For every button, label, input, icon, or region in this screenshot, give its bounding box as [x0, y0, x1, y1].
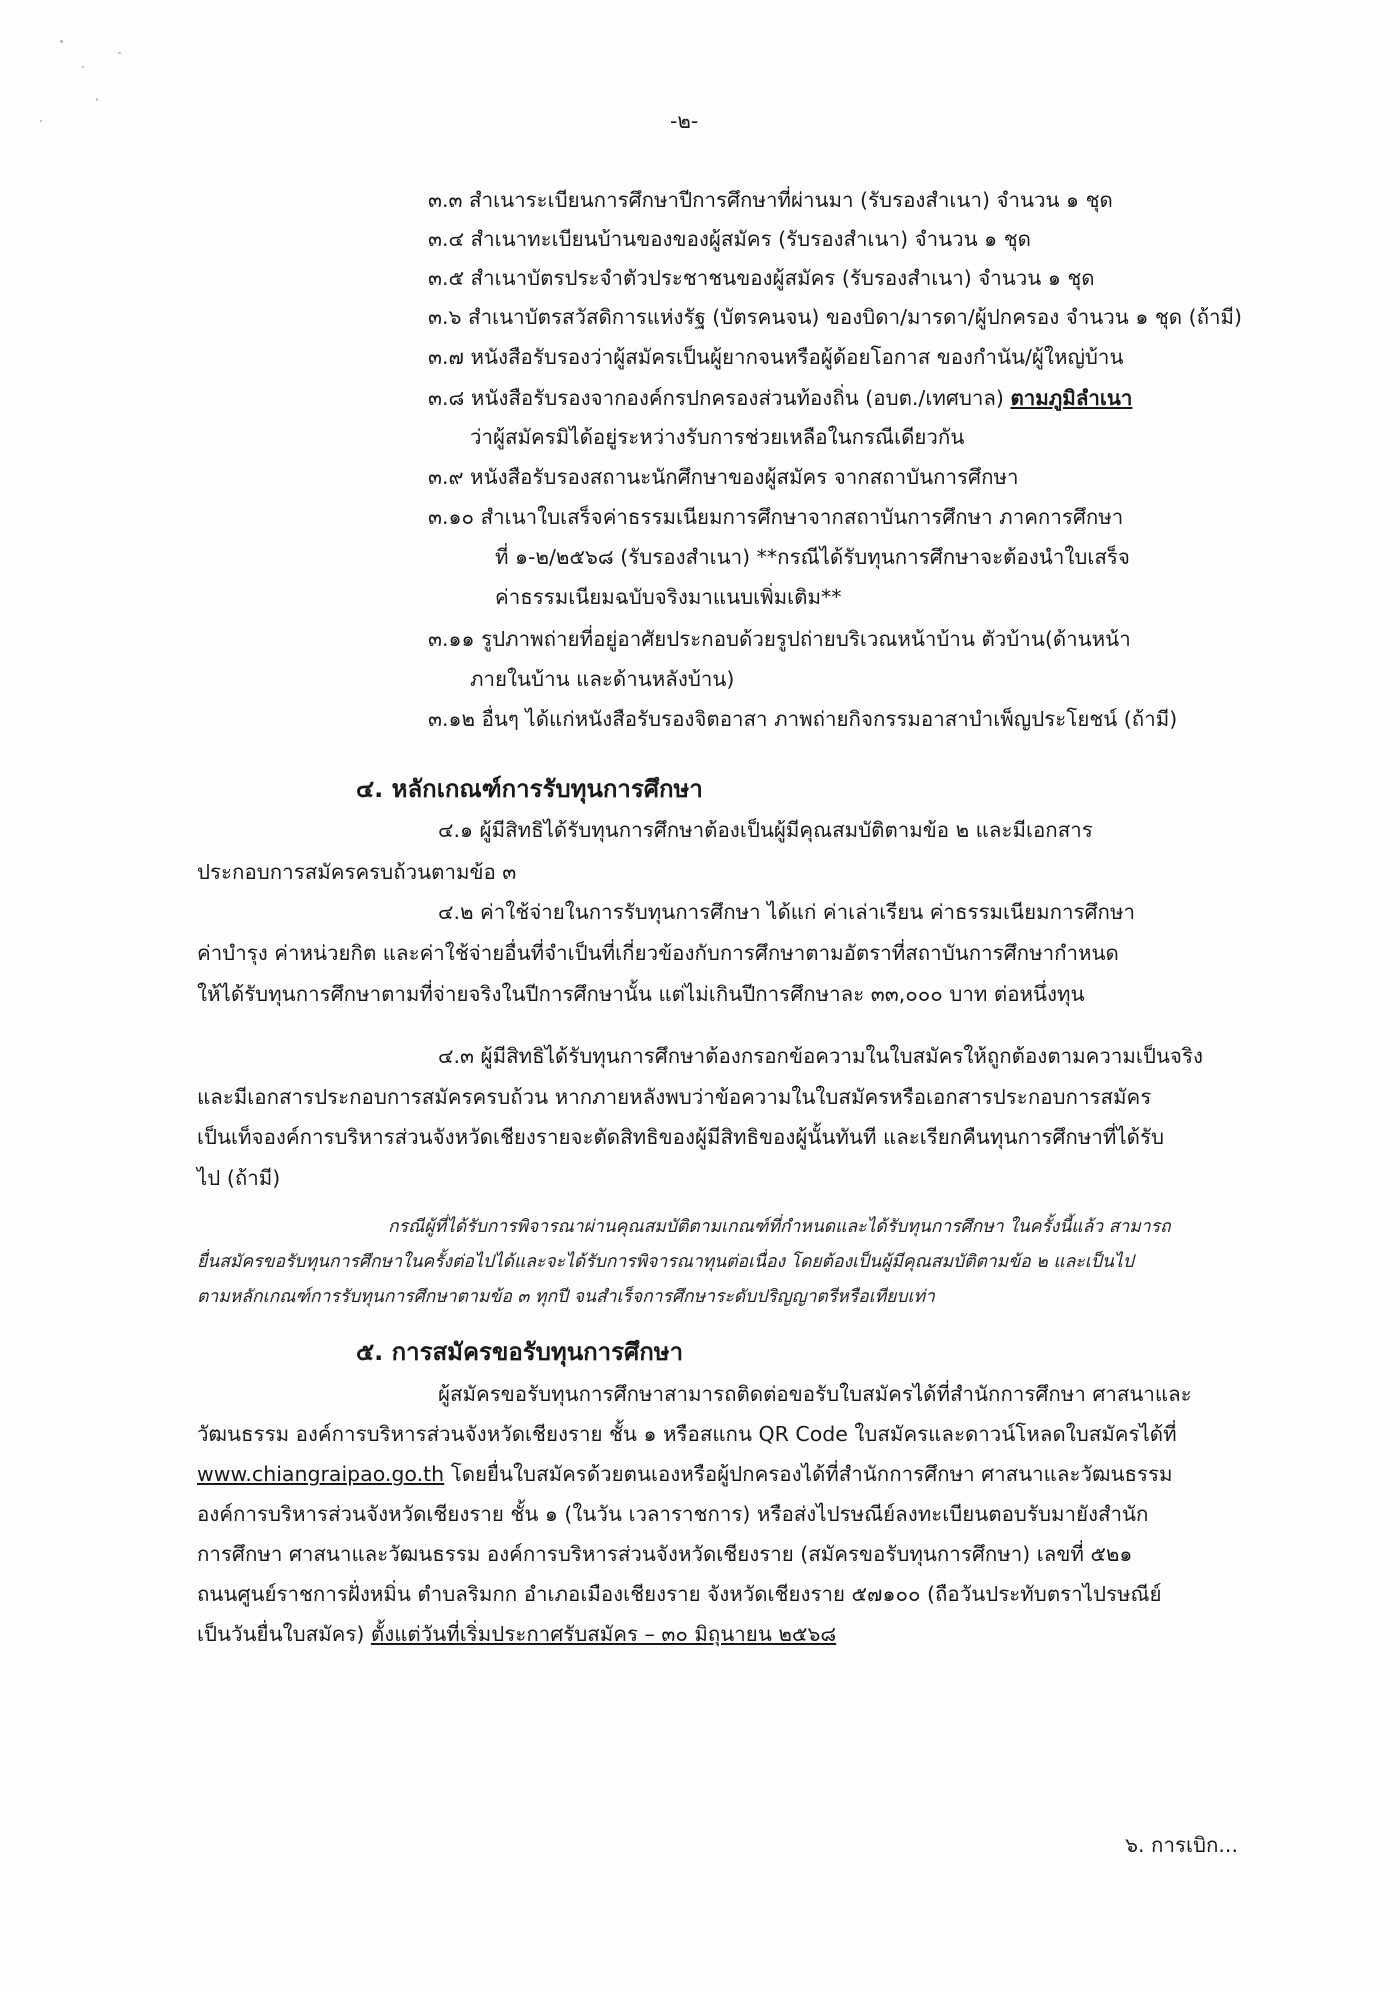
scan-speck: [60, 40, 63, 43]
doc-item-3-6: ๓.๖ สำเนาบัตรสวัสดิการแห่งรัฐ (บัตรคนจน) ของบิดา/มารดา/ผู้ปกครอง จำนวน ๑ ชุด (ถ้ามี): [428, 305, 1243, 329]
section-4-3-cont: เป็นเท็จองค์การบริหารส่วนจังหวัดเชียงรายจะตัดสิทธิของผู้มีสิทธิของผู้นั้นทันที และเรียกคืนทุนการศึกษาที่ได้รับ: [197, 1125, 1165, 1149]
section-5-text: ถนนศูนย์ราชการฝั่งหมิ่น ตำบลริมกก อำเภอเมืองเชียงราย จังหวัดเชียงราย ๕๗๑๐๐ (ถือวันประทับตราไปรษณีย์: [197, 1582, 1162, 1606]
doc-item-3-7: ๓.๗ หนังสือรับรองว่าผู้สมัครเป็นผู้ยากจนหรือผู้ด้อยโอกาส ของกำนัน/ผู้ใหญ่บ้าน: [428, 345, 1124, 369]
section-4-2-cont: ค่าบำรุง ค่าหน่วยกิต และค่าใช้จ่ายอื่นที่จำเป็นที่เกี่ยวข้องกับการศึกษาตามอัตราที่สถาบันการศึกษากำหนด: [197, 941, 1119, 965]
section-5-heading: ๕. การสมัครขอรับทุนการศึกษา: [356, 1338, 684, 1366]
doc-item-3-11-cont: ภายในบ้าน และด้านหลังบ้าน): [470, 667, 735, 691]
doc-item-3-5: ๓.๕ สำเนาบัตรประจำตัวประชาชนของผู้สมัคร (รับรองสำเนา) จำนวน ๑ ชุด: [428, 266, 1095, 290]
section-5-text: วัฒนธรรม องค์การบริหารส่วนจังหวัดเชียงราย ชั้น ๑ หรือสแกน QR Code ใบสมัครและดาวน์โหลดใบสมัครได้ที่: [197, 1422, 1177, 1446]
website-link[interactable]: www.chiangraipao.go.th: [197, 1462, 445, 1486]
doc-item-3-3: ๓.๓ สำเนาระเบียนการศึกษาปีการศึกษาที่ผ่านมา (รับรองสำเนา) จำนวน ๑ ชุด: [428, 188, 1113, 212]
section-4-2-cont: ให้ได้รับทุนการศึกษาตามที่จ่ายจริงในปีการศึกษานั้น แต่ไม่เกินปีการศึกษาละ ๓๓,๐๐๐ บาท ต่อหนึ่งทุน: [197, 982, 1085, 1006]
scan-speck: [96, 98, 98, 101]
doc-item-3-11: ๓.๑๑ รูปภาพถ่ายที่อยู่อาศัยประกอบด้วยรูปถ่ายบริเวณหน้าบ้าน ตัวบ้าน(ด้านหน้า: [428, 627, 1131, 651]
section-4-1-cont: ประกอบการสมัครครบถ้วนตามข้อ ๓: [197, 860, 517, 884]
scan-speck: [118, 52, 121, 54]
section-5-text: องค์การบริหารส่วนจังหวัดเชียงราย ชั้น ๑ (ในวัน เวลาราชการ) หรือส่งไปรษณีย์ลงทะเบียนตอบรับมายังสำนัก: [197, 1502, 1149, 1526]
doc-item-3-8: [428, 383, 1132, 413]
continuation-note: กรณีผู้ที่ได้รับการพิจารณาผ่านคุณสมบัติตามเกณฑ์ที่กำหนดและได้รับทุนการศึกษา ในครั้งนี้แล้ว สามารถ: [388, 1217, 1171, 1237]
continuation-note: ยื่นสมัครขอรับทุนการศึกษาในครั้งต่อไปได้และจะได้รับการพิจารณาทุนต่อเนื่อง โดยต้องเป็นผู้มีคุณสมบัติตามข้อ ๒ และเป็นไป: [197, 1252, 1134, 1272]
section-4-1-text: ๔.๑ ผู้มีสิทธิได้รับทุนการศึกษาต้องเป็นผู้มีคุณสมบัติตามข้อ ๒ และมีเอกสาร: [438, 818, 1093, 842]
section-5-text: ผู้สมัครขอรับทุนการศึกษาสามารถติดต่อขอรับใบสมัครได้ที่สำนักการศึกษา ศาสนาและ: [438, 1382, 1192, 1406]
section-4-heading: ๔. หลักเกณฑ์การรับทุนการศึกษา: [356, 775, 703, 803]
section-5-text-rest: โดยยื่นใบสมัครด้วยตนเองหรือผู้ปกครองได้ที่สำนักการศึกษา ศาสนาและวัฒนธรรม: [444, 1462, 1173, 1486]
page-number: -๒-: [670, 109, 699, 133]
section-4-3-text: ๔.๓ ผู้มีสิทธิได้รับทุนการศึกษาต้องกรอกข้อความในใบสมัครให้ถูกต้องตามความเป็นจริง: [438, 1044, 1203, 1068]
doc-item-3-4: ๓.๔ สำเนาทะเบียนบ้านของของผู้สมัคร (รับรองสำเนา) จำนวน ๑ ชุด: [428, 227, 1031, 251]
application-period: ตั้งแต่วันที่เริ่มประกาศรับสมัคร – ๓๐ มิถุนายน ๒๕๖๘: [370, 1622, 837, 1646]
section-4-3-cont: และมีเอกสารประกอบการสมัครครบถ้วน หากภายหลังพบว่าข้อความในใบสมัครหรือเอกสารประกอบการสมัคร: [197, 1085, 1152, 1109]
section-5-text-prefix: เป็นวันยื่นใบสมัคร): [197, 1622, 371, 1646]
section-5-text: [197, 1459, 1173, 1489]
doc-item-3-10: ๓.๑๐ สำเนาใบเสร็จค่าธรรมเนียมการศึกษาจากสถาบันการศึกษา ภาคการศึกษา: [428, 505, 1124, 529]
footer-continuation: ๖. การเบิก...: [1125, 1833, 1238, 1857]
doc-item-3-12: ๓.๑๒ อื่นๆ ได้แก่หนังสือรับรองจิตอาสา ภาพถ่ายกิจกรรมอาสาบำเพ็ญประโยชน์ (ถ้ามี): [428, 707, 1178, 731]
domicile-emphasis: ตามภูมิลำเนา: [1010, 386, 1133, 410]
continuation-note: ตามหลักเกณฑ์การรับทุนการศึกษาตามข้อ ๓ ทุกปี จนสำเร็จการศึกษาระดับปริญญาตรีหรือเทียบเท่า: [197, 1287, 935, 1307]
doc-item-3-10-cont: ที่ ๑-๒/๒๕๖๘ (รับรองสำเนา) **กรณีได้รับทุนการศึกษาจะต้องนำใบเสร็จ: [495, 545, 1130, 569]
section-4-2-text: ๔.๒ ค่าใช้จ่ายในการรับทุนการศึกษา ได้แก่ ค่าเล่าเรียน ค่าธรรมเนียมการศึกษา: [438, 900, 1135, 924]
scan-speck: [82, 66, 84, 68]
doc-item-3-8-cont: ว่าผู้สมัครมิได้อยู่ระหว่างรับการช่วยเหลือในกรณีเดียวกัน: [470, 425, 965, 449]
section-5-text: การศึกษา ศาสนาและวัฒนธรรม องค์การบริหารส่วนจังหวัดเชียงราย (สมัครขอรับทุนการศึกษา) เลขที่ ๕๒๑: [197, 1542, 1133, 1566]
scan-speck: [40, 120, 42, 122]
section-4-3-cont: ไป (ถ้ามี): [197, 1166, 281, 1190]
doc-item-3-8-text: ๓.๘ หนังสือรับรองจากองค์กรปกครองส่วนท้องถิ่น (อบต./เทศบาล): [428, 386, 1011, 410]
doc-item-3-10-cont: ค่าธรรมเนียมฉบับจริงมาแนบเพิ่มเติม**: [495, 585, 842, 609]
section-5-text: [197, 1619, 836, 1649]
doc-item-3-9: ๓.๙ หนังสือรับรองสถานะนักศึกษาของผู้สมัคร จากสถาบันการศึกษา: [428, 465, 1019, 489]
